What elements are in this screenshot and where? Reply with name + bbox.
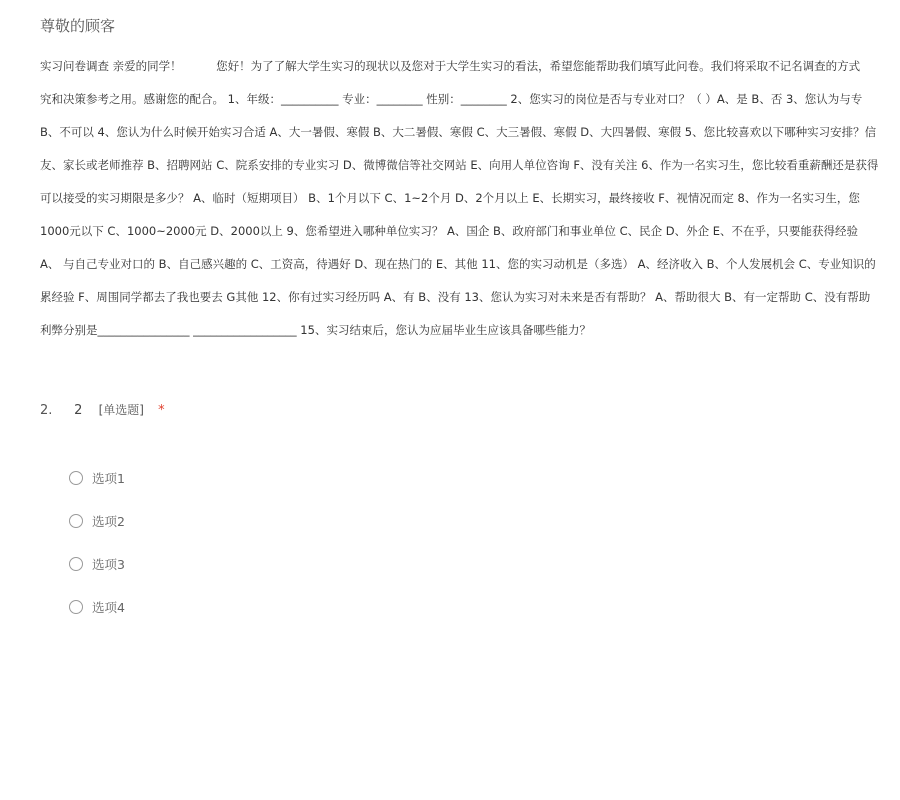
intro-line: 利弊分别是________________ __________________ 15、实习结束后，您认为应届毕业生应该具备哪些能力？: [40, 323, 591, 337]
option-label: 选项1: [92, 471, 125, 486]
intro-line: 累经验 F、周围同学都去了我也要去 G其他 12、你有过实习经历吗 A、有 B、没有 13、您认为实习对未来是否有帮助？ A、帮助很大 B、有一定帮助 C、没有帮助: [40, 290, 871, 304]
survey-intro-text: [40, 57, 900, 354]
required-mark: *: [158, 403, 165, 418]
radio-button[interactable]: [69, 471, 83, 485]
radio-option-group: [69, 470, 125, 642]
radio-option-1[interactable]: [69, 470, 125, 513]
intro-line: B、不可以 4、您认为什么时候开始实习合适 A、大一暑假、寒假 B、大二暑假、寒假 C、大三暑假、寒假 D、大四暑假、寒假 5、您比较喜欢以下哪种实习安排？信: [40, 125, 877, 139]
greeting-heading: 尊敬的顾客: [40, 17, 116, 35]
intro-line: 究和决策参考之用。感谢您的配合。 1、年级：__________ 专业：________ 性别：________ 2、您实习的岗位是否与专业对口？（ ）A、是 B、否 3、您认为与专: [40, 92, 863, 106]
radio-option-2[interactable]: [69, 513, 125, 556]
option-label: 选项3: [92, 557, 125, 572]
option-label: 选项4: [92, 600, 125, 615]
question-title: 2: [74, 403, 83, 418]
radio-button[interactable]: [69, 514, 83, 528]
question-header: [40, 400, 165, 421]
intro-line: 实习问卷调查 亲爱的同学！ 您好！为了了解大学生实习的现状以及您对于大学生实习的看法，希望您能帮助我们填写此问卷。我们将采取不记名调查的方式: [40, 59, 861, 73]
radio-option-4[interactable]: [69, 599, 125, 642]
question-type-label: [单选题]: [98, 403, 144, 417]
radio-option-3[interactable]: [69, 556, 125, 599]
intro-line: A、 与自己专业对口的 B、自己感兴趣的 C、工资高，待遇好 D、现在热门的 E、其他 11、您的实习动机是（多选） A、经济收入 B、个人发展机会 C、专业知识的: [40, 257, 876, 271]
question-number: 2.: [40, 403, 53, 418]
radio-button[interactable]: [69, 600, 83, 614]
option-label: 选项2: [92, 514, 125, 529]
intro-line: 可以接受的实习期限是多少？ A、临时（短期项目） B、1个月以下 C、1~2个月 D、2个月以上 E、长期实习，最终接收 F、视情况而定 8、作为一名实习生，您: [40, 191, 860, 205]
intro-line: 友、家长或老师推荐 B、招聘网站 C、院系安排的专业实习 D、微博微信等社交网站 E、向用人单位咨询 F、没有关注 6、作为一名实习生，您比较看重薪酬还是获得: [40, 158, 879, 172]
intro-line: 1000元以下 C、1000~2000元 D、2000以上 9、您希望进入哪种单位实习？ A、国企 B、政府部门和事业单位 C、民企 D、外企 E、不在乎，只要能获得经验: [40, 224, 859, 238]
radio-button[interactable]: [69, 557, 83, 571]
